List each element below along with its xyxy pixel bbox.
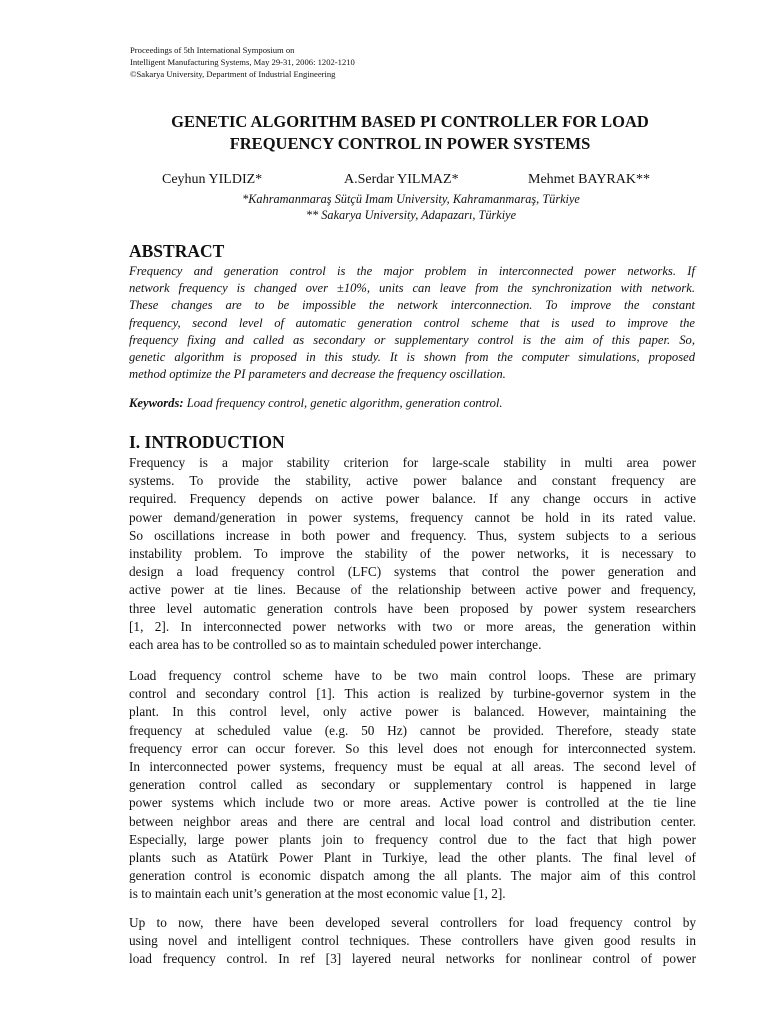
introduction-heading: I. INTRODUCTION [129, 432, 285, 452]
body-line: frequency error can occur forever. So this level does not enough for interconnected system. [129, 740, 696, 756]
body-line: each area has to be controlled so as to maintain scheduled power interchange. [129, 637, 542, 653]
title-line: FREQUENCY CONTROL IN POWER SYSTEMS [229, 134, 591, 153]
affiliation-2: ** Sakarya University, Adapazarı, Türkiye [305, 208, 517, 222]
paper-title [100, 111, 720, 155]
body-line: generation control is economic dispatch among the all plants. The major aim of this control [129, 868, 696, 884]
intro-paragraph-1 [129, 454, 696, 654]
body-line: [1, 2]. In interconnected power networks with two or more areas, the generation within [129, 618, 696, 634]
proceedings-line: Intelligent Manufacturing Systems, May 29-31, 2006: 1202-1210 [130, 57, 355, 67]
body-line: plants such as Atatürk Power Plant in Turkiye, lead the other plants. The final level of [129, 850, 696, 866]
intro-paragraph-2 [129, 667, 696, 904]
abstract-line: Frequency and generation control is the major problem in interconnected power networks. If [129, 264, 695, 278]
abstract-line: genetic algorithm is proposed in this study. It is shown from the computer simulations, proposed [129, 350, 695, 365]
body-line: between neighbor areas and there are central and local load control and distribution center. [129, 813, 696, 829]
body-line: control and secondary control [1]. This action is realized by turbine-governor system in the [129, 686, 696, 702]
body-line: power systems which include two or more areas. Active power is controlled at the tie line [129, 795, 696, 811]
proceedings-line: ©Sakarya University, Department of Industrial Engineering [130, 69, 336, 79]
body-line: plant. In this control level, only active power is balanced. However, maintaining the [129, 704, 696, 720]
author-1: Ceyhun YILDIZ* [162, 172, 263, 187]
keywords [129, 396, 503, 411]
body-line: Up to now, there have been developed several controllers for load frequency control by [129, 915, 696, 930]
title-line: GENETIC ALGORITHM BASED PI CONTROLLER FOR LOAD [171, 112, 649, 131]
abstract-line: method optimize the PI parameters and decrease the frequency oscillation. [129, 367, 506, 382]
abstract-line: network frequency is changed over ±10%, units can leave from the synchronization with network. [129, 281, 695, 296]
body-line: Frequency is a major stability criterion for large-scale stability in multi area power [129, 455, 696, 470]
body-line: design a load frequency control (LFC) systems that control the power generation and [129, 564, 696, 580]
abstract-heading: ABSTRACT [129, 241, 225, 261]
abstract-line: These changes are to be impossible the network interconnection. To improve the constant [129, 298, 695, 313]
body-line: power demand/generation in power systems, frequency cannot be hold in its rated value. [129, 509, 696, 525]
author-2: A.Serdar YILMAZ* [344, 172, 459, 187]
body-line: In interconnected power systems, frequency must be equal at all areas. The second level of [129, 759, 696, 775]
abstract-body [129, 263, 695, 383]
author-3: Mehmet BAYRAK** [528, 172, 650, 187]
keywords-label: Keywords: [129, 396, 184, 410]
body-line: generation control called as secondary or supplementary control is happened in large [129, 777, 696, 793]
body-line: systems. To provide the stability, active power balance and constant frequency are [129, 473, 696, 489]
body-line: three level automatic generation controls have been proposed by power system researchers [129, 600, 696, 616]
keywords-text: Load frequency control, genetic algorithm, generation control. [183, 396, 503, 410]
body-line: is to maintain each unit’s generation at the most economic value [1, 2]. [129, 886, 506, 902]
body-line: Especially, large power plants join to frequency control due to the fact that high power [129, 831, 696, 847]
proceedings-header [130, 44, 355, 80]
body-line: frequency at scheduled value (e.g. 50 Hz) cannot be provided. Therefore, steady state [129, 722, 696, 738]
affiliation-1: *Kahramanmaraş Sütçü Imam University, Kahramanmaraş, Türkiye [242, 192, 580, 206]
body-line: required. Frequency depends on active power balance. If any change occurs in active [129, 491, 696, 507]
body-line: instability problem. To improve the stability of the power networks, it is necessary to [129, 546, 696, 562]
body-line: using novel and intelligent control techniques. These controllers have given good results in [129, 933, 696, 949]
abstract-line: frequency fixing and called as secondary or supplementary control is the aim of this paper. So, [129, 332, 695, 347]
body-line: Load frequency control scheme have to be two main control loops. These are primary [129, 668, 696, 683]
intro-paragraph-3 [129, 914, 696, 969]
body-line: active power at tie lines. Because of the relationship between active power and frequency, [129, 582, 696, 598]
body-line: So oscillations increase in both power and frequency. Thus, system subjects to a serious [129, 527, 696, 543]
proceedings-line: Proceedings of 5th International Symposium on [130, 45, 295, 55]
abstract-line: frequency, second level of automatic generation control scheme that is used to improve the [129, 315, 695, 330]
body-line: load frequency control. In ref [3] layered neural networks for nonlinear control of power [129, 951, 696, 967]
